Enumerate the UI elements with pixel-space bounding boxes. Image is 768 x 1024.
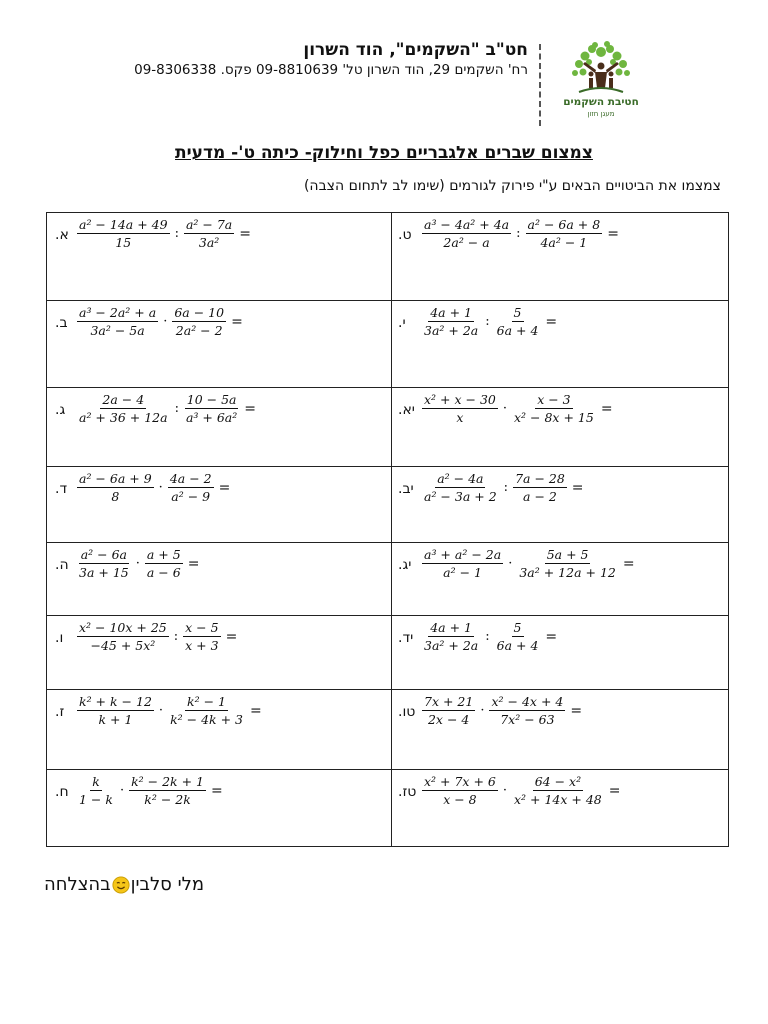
exercise-cell-left (392, 301, 729, 388)
operator: · (158, 480, 163, 495)
exercise-label: טו. (398, 704, 416, 720)
numerator: a³ − 2a² + a (79, 305, 157, 320)
denominator: a³ + 6a² (185, 410, 238, 425)
denominator: 15 (115, 235, 132, 250)
equals-sign: = (545, 313, 558, 330)
equals-sign: = (187, 555, 200, 572)
denominator: a − 6 (146, 565, 181, 580)
equals-sign: = (570, 702, 583, 719)
denominator: x (456, 410, 464, 425)
denominator: −45 + 5x² (90, 638, 156, 653)
numerator: 4a + 1 (430, 305, 473, 320)
table-row (47, 388, 729, 467)
equals-sign: = (244, 400, 257, 417)
logo-title: חטיבת השקמים (563, 96, 639, 108)
denominator: k + 1 (98, 712, 133, 727)
equals-sign: = (608, 782, 621, 799)
exercise-cell-left (392, 467, 729, 543)
exercise-cell-right (47, 467, 392, 543)
numerator: a² − 6a + 8 (527, 217, 601, 232)
numerator: a² − 6a (80, 547, 128, 562)
table-row (47, 543, 729, 616)
equals-sign: = (211, 782, 223, 799)
instructions: צמצמו את הביטויים הבאים ע"י פירוק לגורמים (שימו לב לתחום הצבה) (303, 178, 721, 194)
exercise-cell-right (47, 690, 392, 770)
numerator: k² − 2k + 1 (131, 774, 205, 789)
numerator: x² + 7x + 6 (424, 774, 496, 789)
numerator: a² − 4a (437, 471, 484, 486)
numerator: 5a + 5 (546, 547, 589, 562)
fraction-expression (75, 471, 230, 504)
fraction-expression (420, 392, 613, 425)
fraction (422, 217, 511, 250)
exercise-label: ב. (55, 315, 68, 331)
exercise-label: י. (398, 315, 406, 331)
fraction (77, 774, 115, 807)
fraction-expression (420, 217, 619, 250)
page-title: צמצום שברים אלגבריים כפל וחילוק- כיתה ט'- מדעית (175, 143, 593, 163)
numerator: k (92, 774, 100, 789)
fraction-expression (75, 392, 256, 425)
operator: : (485, 629, 490, 644)
numerator: 5 (513, 620, 522, 635)
numerator: 6a − 10 (174, 305, 225, 320)
denominator: x² + 14x + 48 (514, 792, 602, 807)
fraction (183, 620, 220, 653)
denominator: 3a² + 2a (424, 323, 479, 338)
fraction-expression (75, 694, 262, 727)
equals-sign: = (607, 225, 619, 242)
fraction-expression (420, 694, 582, 727)
fraction-expression (75, 305, 243, 338)
fraction (513, 471, 567, 504)
exercise-label: ג. (55, 402, 66, 418)
denominator: x − 8 (443, 792, 477, 807)
table-row (47, 770, 729, 847)
numerator: a² − 14a + 49 (79, 217, 168, 232)
fraction-expression (75, 547, 199, 580)
exercise-label: ה. (55, 557, 69, 573)
denominator: a² − 9 (171, 489, 211, 504)
fraction (495, 305, 541, 338)
denominator: a² + 36 + 12a (79, 410, 168, 425)
numerator: 7a − 28 (515, 471, 565, 486)
exercise-label: ט. (398, 227, 412, 243)
fraction (422, 774, 498, 807)
fraction-expression (420, 471, 584, 504)
operator: · (502, 401, 507, 416)
exercise-cell-left (392, 770, 729, 847)
numerator: a² − 6a + 9 (79, 471, 152, 486)
numerator: 2a − 4 (102, 392, 145, 407)
exercise-label: א. (55, 227, 69, 243)
fraction (184, 217, 234, 250)
denominator: 2a² − a (443, 235, 490, 250)
numerator: 64 − x² (534, 774, 582, 789)
fraction (184, 392, 239, 425)
school-name: חט"ב "השקמים", הוד השרון (303, 40, 528, 60)
denominator: x² − 8x + 15 (514, 410, 594, 425)
fraction (172, 305, 226, 338)
fraction (422, 694, 475, 727)
operator: : (173, 629, 179, 644)
good-luck-text: בהצלחה (44, 874, 111, 895)
numerator: a³ + a² − 2a (424, 547, 502, 562)
numerator: 5 (513, 305, 522, 320)
denominator: 4a² − 1 (540, 235, 588, 250)
exercises-table (46, 212, 729, 847)
exercise-cell-right (47, 213, 392, 301)
numerator: x² − 4x + 4 (491, 694, 564, 709)
table-row (47, 301, 729, 388)
fraction-expression (75, 620, 237, 653)
denominator: 3a² (198, 235, 220, 250)
fraction (495, 620, 541, 653)
operator: : (174, 226, 179, 241)
denominator: k² − 4k + 3 (170, 712, 243, 727)
equals-sign: = (218, 479, 231, 496)
numerator: a² − 7a (185, 217, 233, 232)
operator: · (480, 703, 485, 718)
fraction (512, 392, 596, 425)
fraction (168, 471, 214, 504)
equals-sign: = (249, 702, 262, 719)
operator: : (516, 226, 521, 241)
denominator: 2a² − 2 (175, 323, 223, 338)
equals-sign: = (231, 313, 243, 330)
numerator: x − 3 (537, 392, 571, 407)
exercise-label: טז. (398, 784, 417, 800)
fraction-expression (420, 547, 635, 580)
exercise-cell-right (47, 388, 392, 467)
fraction (77, 547, 131, 580)
exercise-label: ז. (55, 704, 65, 720)
fraction (77, 694, 154, 727)
denominator: a² − 1 (443, 565, 483, 580)
fraction (77, 305, 158, 338)
denominator: 7x² − 63 (500, 712, 555, 727)
logo-subtitle: מעגן חזון (587, 110, 615, 118)
table-row (47, 690, 729, 770)
fraction (168, 694, 245, 727)
fraction (77, 392, 170, 425)
operator: · (502, 783, 507, 798)
denominator: a² − 3a + 2 (424, 489, 497, 504)
table-row (47, 467, 729, 543)
operator: : (485, 314, 490, 329)
fraction (145, 547, 183, 580)
fraction (77, 217, 170, 250)
numerator: a + 5 (146, 547, 181, 562)
fraction-expression (420, 620, 557, 653)
exercise-cell-left (392, 213, 729, 301)
exercise-label: יג. (398, 557, 412, 573)
exercise-label: ד. (55, 481, 68, 497)
denominator: 3a² + 12a + 12 (519, 565, 616, 580)
signature: מלי סלבין (130, 874, 205, 895)
fraction-expression (75, 217, 251, 250)
fraction (526, 217, 603, 250)
exercise-label: ו. (55, 630, 64, 646)
denominator: 3a + 15 (79, 565, 129, 580)
equals-sign: = (622, 555, 635, 572)
fraction (77, 620, 169, 653)
numerator: 4a − 2 (169, 471, 212, 486)
operator: · (119, 783, 125, 798)
fraction-expression (420, 774, 621, 807)
fraction (517, 547, 618, 580)
exercise-cell-right (47, 616, 392, 690)
numerator: 4a + 1 (430, 620, 473, 635)
exercise-cell-left (392, 690, 729, 770)
denominator: 8 (111, 489, 120, 504)
footer (44, 874, 204, 895)
header-divider (539, 44, 541, 126)
fraction (422, 471, 499, 504)
fraction (77, 471, 154, 504)
fraction (489, 694, 565, 727)
operator: : (174, 401, 179, 416)
equals-sign: = (239, 225, 251, 242)
exercise-cell-right (47, 301, 392, 388)
operator: · (158, 703, 164, 718)
operator: · (508, 556, 513, 571)
numerator: 10 − 5a (186, 392, 237, 407)
equals-sign: = (545, 628, 558, 645)
operator: · (163, 314, 168, 329)
fraction (512, 774, 604, 807)
exercise-label: יא. (398, 402, 415, 418)
exercise-cell-left (392, 388, 729, 467)
school-address: רח' השקמים 29, הוד השרון טל' 09-8810639 פקס. 09-8306338 (134, 62, 528, 78)
denominator: 3a² − 5a (90, 323, 145, 338)
exercise-cell-left (392, 543, 729, 616)
equals-sign: = (571, 479, 584, 496)
numerator: k² − 1 (187, 694, 226, 709)
equals-sign: = (225, 628, 238, 645)
numerator: x − 5 (185, 620, 219, 635)
equals-sign: = (600, 400, 613, 417)
operator: : (503, 480, 509, 495)
numerator: 7x + 21 (424, 694, 474, 709)
fraction (129, 774, 206, 807)
denominator: 6a + 4 (496, 638, 539, 653)
denominator: k² − 2k (144, 792, 191, 807)
fraction (422, 620, 480, 653)
exercise-cell-left (392, 616, 729, 690)
numerator: a³ − 4a² + 4a (424, 217, 510, 232)
smiling-face-icon (112, 876, 130, 894)
denominator: 1 − k (79, 792, 113, 807)
table-row (47, 213, 729, 301)
fraction (422, 547, 503, 580)
fraction (422, 392, 498, 425)
denominator: 6a + 4 (496, 323, 539, 338)
exercise-cell-right (47, 543, 392, 616)
denominator: x + 3 (185, 638, 219, 653)
exercise-label: יד. (398, 630, 414, 646)
numerator: k² + k − 12 (79, 694, 152, 709)
exercise-label: יב. (398, 481, 414, 497)
table-row (47, 616, 729, 690)
numerator: x² − 10x + 25 (79, 620, 167, 635)
fraction-expression (75, 774, 223, 807)
exercise-cell-right (47, 770, 392, 847)
numerator: x² + x − 30 (424, 392, 496, 407)
fraction-expression (420, 305, 557, 338)
denominator: 2x − 4 (427, 712, 470, 727)
exercise-label: ח. (55, 784, 69, 800)
operator: · (135, 556, 140, 571)
fraction (422, 305, 480, 338)
denominator: a − 2 (523, 489, 557, 504)
denominator: 3a² + 2a (424, 638, 479, 653)
